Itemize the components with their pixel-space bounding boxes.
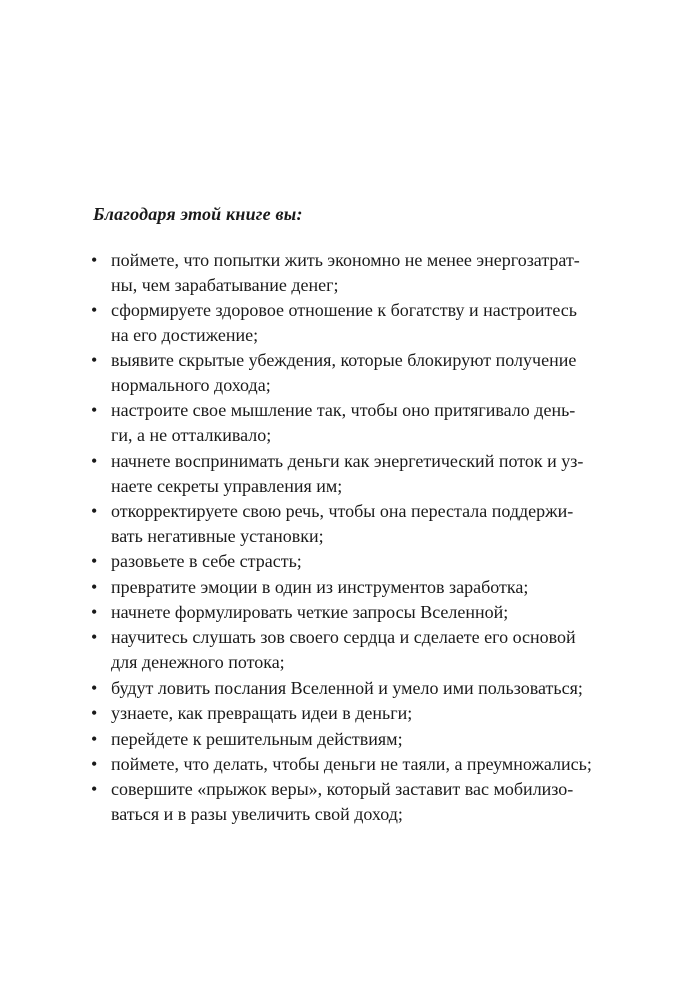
- list-item-text: научитесь слушать зов своего сердца и сделаете его основой для денежного потока;: [111, 627, 576, 672]
- list-item-text: разовьете в себе страсть;: [111, 551, 302, 571]
- bullet-icon: •: [91, 501, 98, 521]
- bullet-icon: •: [91, 577, 98, 597]
- bullet-icon: •: [91, 250, 98, 270]
- list-item: [91, 298, 577, 347]
- list-item: [91, 449, 584, 498]
- list-item: [91, 676, 583, 701]
- bullet-icon: •: [91, 551, 98, 571]
- list-item: [91, 600, 561, 625]
- bullet-icon: •: [91, 300, 98, 320]
- list-item: [91, 248, 580, 297]
- list-item-text: сформируете здоровое отношение к богатству и настроитесь на его достижение;: [111, 300, 577, 345]
- list-item-text: выявите скрытые убеждения, которые блокируют получение нормального дохода;: [111, 350, 577, 395]
- bullet-icon: •: [91, 678, 98, 698]
- bullet-icon: •: [91, 350, 98, 370]
- list-item-text: откорректируете свою речь, чтобы она перестала поддержи- вать негативные установки;: [111, 501, 574, 546]
- bullet-icon: •: [91, 779, 98, 799]
- list-item: [91, 727, 561, 752]
- list-item-text: будут ловить послания Вселенной и умело ими пользоваться;: [111, 678, 583, 698]
- bullet-icon: •: [91, 627, 98, 647]
- list-item: [91, 549, 561, 574]
- bullet-icon: •: [91, 729, 98, 749]
- list-item-text: начнете формулировать четкие запросы Вселенной;: [111, 602, 509, 622]
- list-item-text: перейдете к решительным действиям;: [111, 729, 403, 749]
- list-item-text: поймете, что попытки жить экономно не менее энергозатрат- ны, чем зарабатывание денег;: [111, 250, 580, 295]
- list-item-text: превратите эмоции в один из инструментов заработка;: [111, 577, 529, 597]
- list-item-text: поймете, что делать, чтобы деньги не таяли, а преумножались;: [111, 754, 592, 774]
- list-item-text: настроите свое мышление так, чтобы оно притягивало день- ги, а не отталкивало;: [111, 400, 576, 445]
- list-item: [91, 701, 561, 726]
- bullet-icon: •: [91, 451, 98, 471]
- bullet-icon: •: [91, 703, 98, 723]
- list-item-text: узнаете, как превращать идеи в деньги;: [111, 703, 413, 723]
- list-item: [91, 499, 574, 548]
- list-item: [91, 625, 576, 674]
- list-item-text: начнете воспринимать деньги как энергетический поток и уз- наете секреты управления им;: [111, 451, 584, 496]
- list-item: [91, 752, 592, 777]
- list-item: [91, 348, 577, 397]
- section-heading: Благодаря этой книге вы:: [93, 204, 303, 224]
- list-item: [91, 398, 576, 447]
- bullet-icon: •: [91, 400, 98, 420]
- list-item: [91, 777, 574, 826]
- bullet-icon: •: [91, 754, 98, 774]
- bullet-icon: •: [91, 602, 98, 622]
- list-item: [91, 575, 561, 600]
- list-item-text: совершите «прыжок веры», который заставит вас мобилизо- ваться и в разы увеличить свой доход;: [111, 779, 574, 824]
